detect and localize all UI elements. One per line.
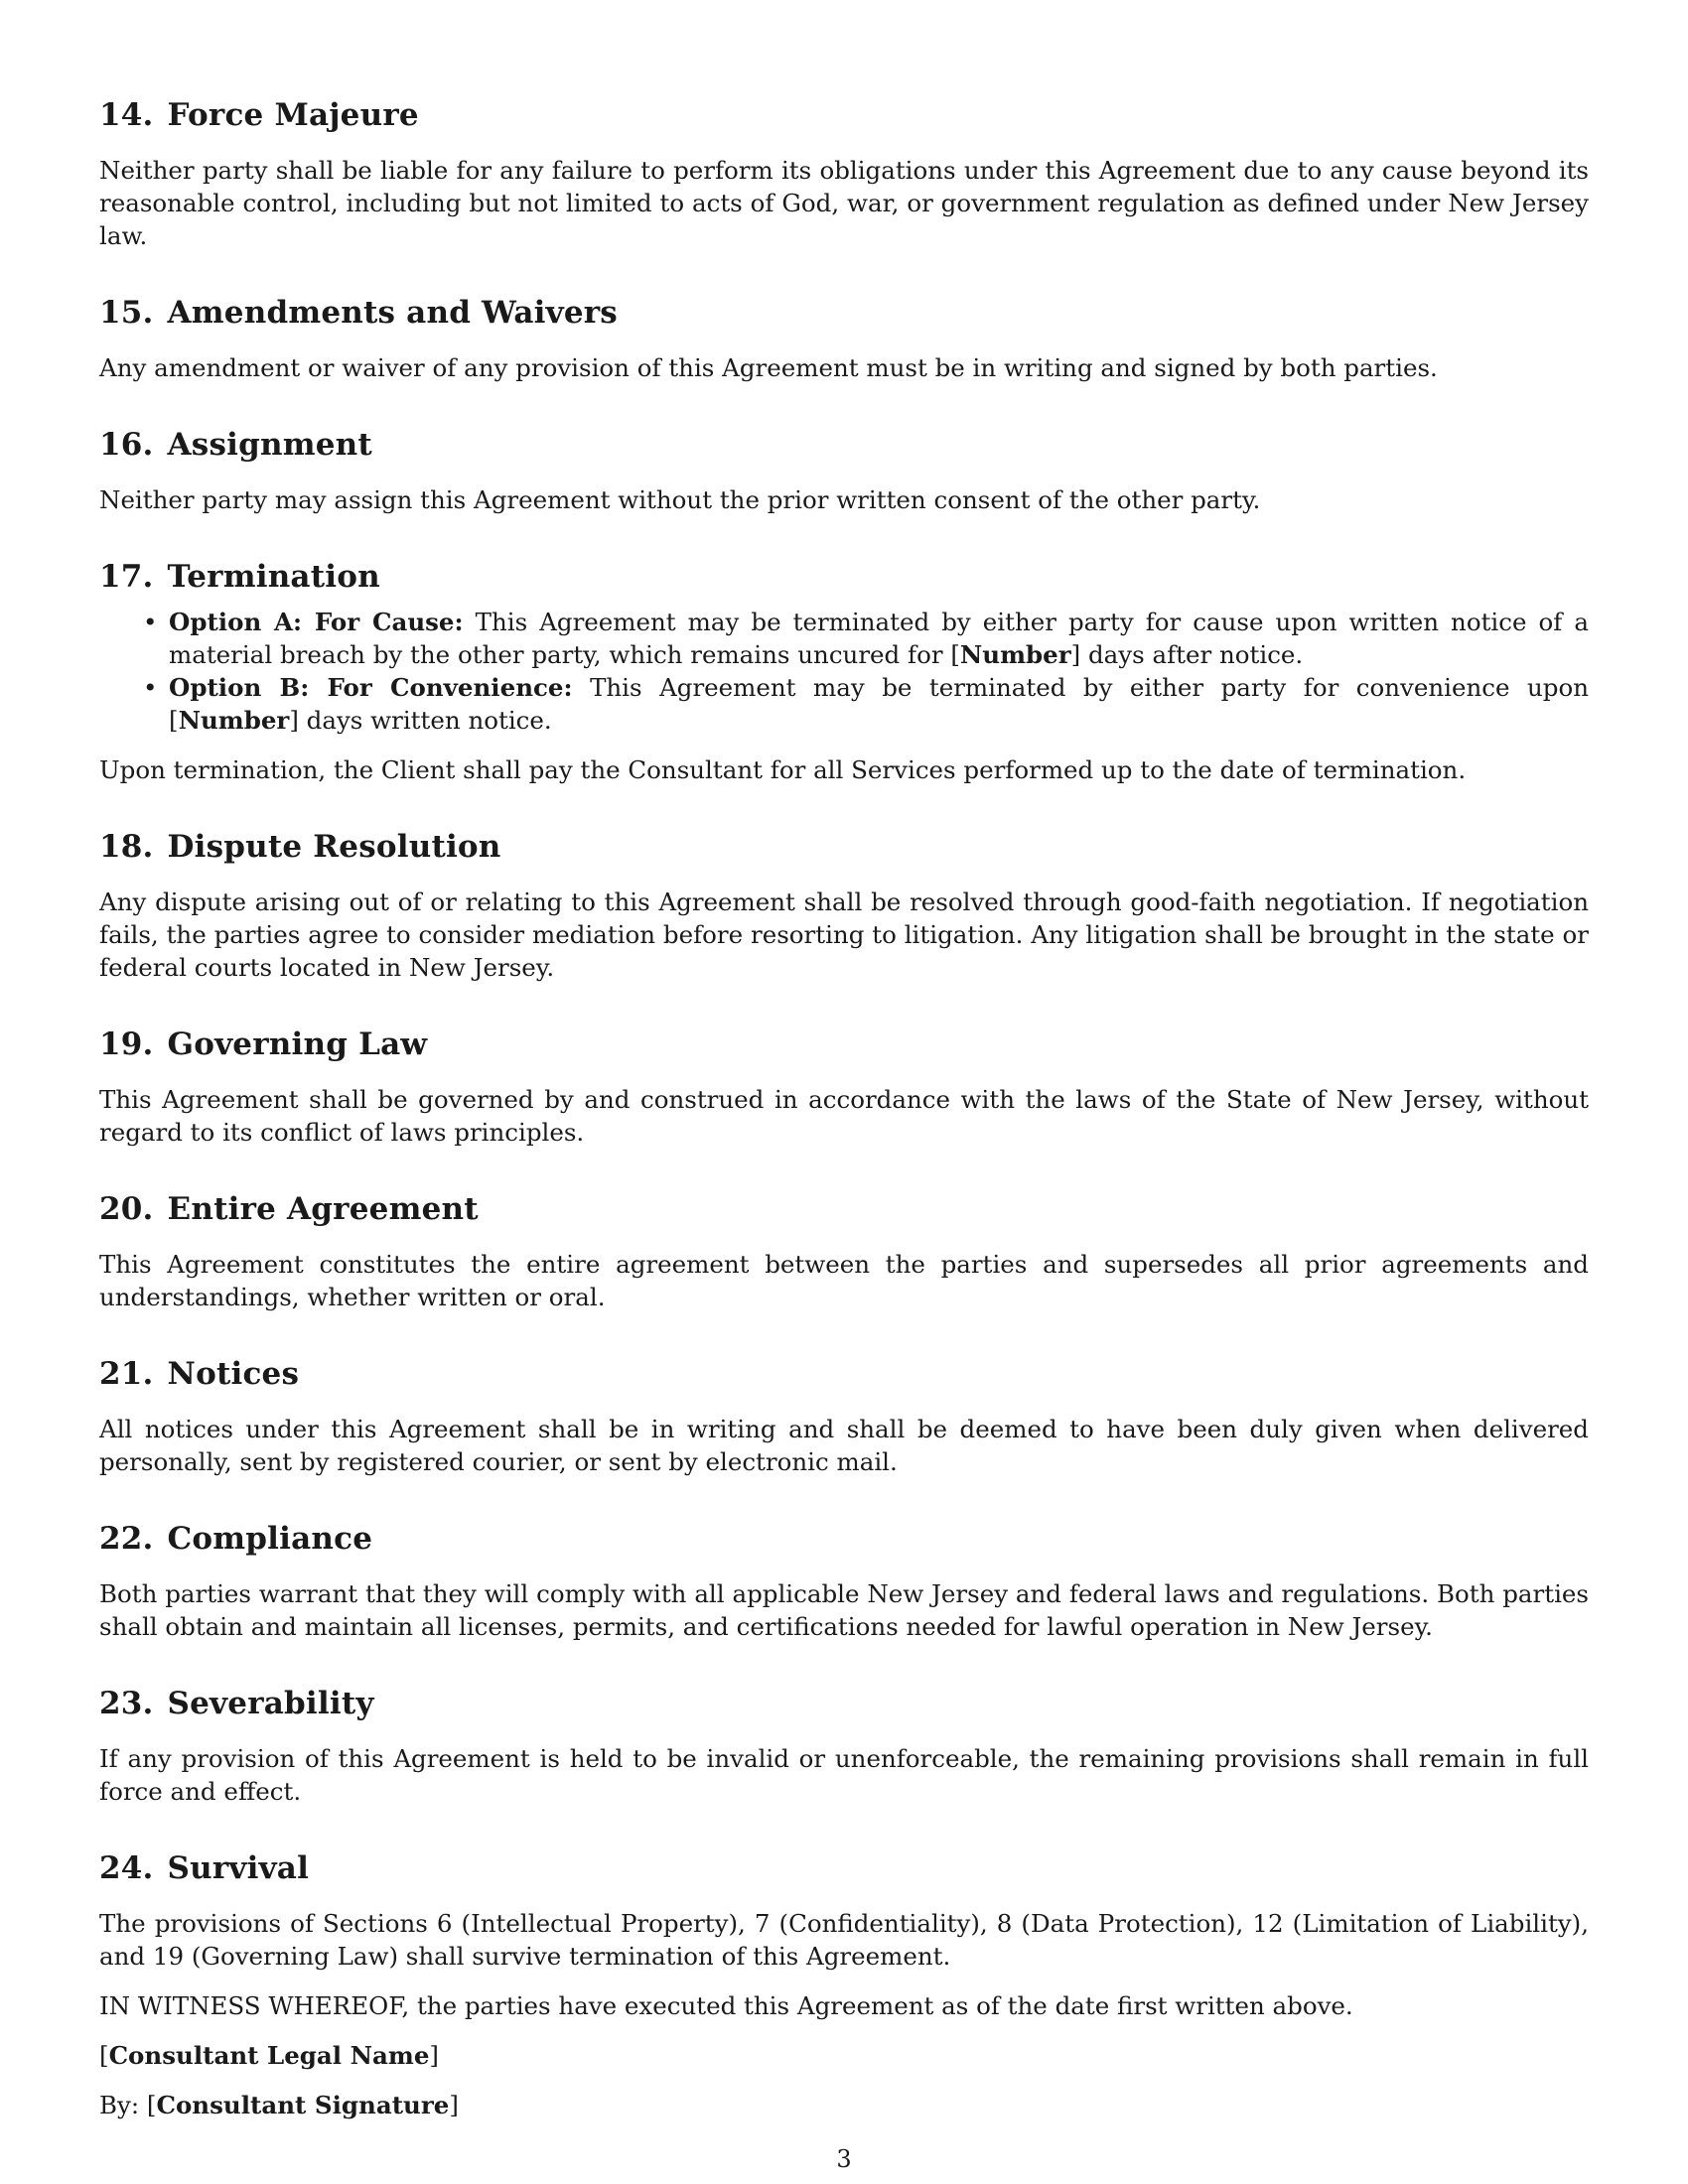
section-number: 17. bbox=[99, 559, 154, 595]
section-compliance bbox=[99, 1519, 1589, 1643]
section-title: Compliance bbox=[167, 1521, 373, 1557]
section-paragraph: Neither party shall be liable for any failure to perform its obligations under this Agreement due to any cause beyond its reasonable control, including but not limited to acts of God, war, or government regulation as defined under New Jersey law. bbox=[99, 156, 1589, 250]
section-dispute-resolution bbox=[99, 827, 1589, 984]
section-title: Governing Law bbox=[167, 1026, 428, 1062]
section-termination bbox=[99, 557, 1589, 786]
section-paragraph: This Agreement constitutes the entire agreement between the parties and supersedes all prior agreements and understandings, whether written or oral. bbox=[99, 1250, 1589, 1311]
section-title: Entire Agreement bbox=[167, 1191, 479, 1227]
section-number: 18. bbox=[99, 829, 154, 865]
section-number: 23. bbox=[99, 1686, 154, 1721]
section-number: 22. bbox=[99, 1521, 154, 1557]
section-heading bbox=[99, 293, 1589, 333]
number-placeholder: Number bbox=[959, 640, 1071, 669]
list-item bbox=[169, 606, 1589, 671]
section-paragraph: Neither party may assign this Agreement without the prior written consent of the other party. bbox=[99, 485, 1261, 514]
section-heading bbox=[99, 557, 1589, 597]
option-text: This Agreement may be terminated by either party for cause upon written notice of a material breach by the other party, which remains uncured for [ bbox=[169, 608, 1589, 669]
section-number: 20. bbox=[99, 1191, 154, 1227]
section-paragraph: Any dispute arising out of or relating to this Agreement shall be resolved through good-faith negotiation. If negotiation fails, the parties agree to consider mediation before resorting to litigation. Any litigation shall be brought in the state or federal courts located in New Jersey. bbox=[99, 887, 1589, 982]
section-heading bbox=[99, 827, 1589, 867]
section-title: Force Majeure bbox=[167, 97, 419, 133]
section-title: Dispute Resolution bbox=[167, 829, 501, 865]
section-number: 19. bbox=[99, 1026, 154, 1062]
list-item bbox=[169, 671, 1589, 737]
option-label: Option A: For Cause: bbox=[169, 608, 464, 636]
number-placeholder: Number bbox=[178, 706, 290, 735]
section-number: 21. bbox=[99, 1356, 154, 1392]
section-paragraph: The provisions of Sections 6 (Intellectual Property), 7 (Confidentiality), 8 (Data Protection), 12 (Limitation of Liability), and 19 (Governing Law) shall survive termination of this Agreement. bbox=[99, 1909, 1589, 1971]
section-title: Severability bbox=[167, 1686, 374, 1721]
section-number: 16. bbox=[99, 427, 154, 463]
section-title: Notices bbox=[167, 1356, 300, 1392]
option-label: Option B: For Convenience: bbox=[169, 673, 573, 702]
section-paragraph: This Agreement shall be governed by and construed in accordance with the laws of the State of New Jersey, without regard to its conflict of laws principles. bbox=[99, 1085, 1589, 1147]
section-heading bbox=[99, 1519, 1589, 1559]
section-title: Amendments and Waivers bbox=[167, 295, 618, 331]
section-survival bbox=[99, 1848, 1589, 1973]
section-paragraph: If any provision of this Agreement is held to be invalid or unenforceable, the remaining provisions shall remain in full force and effect. bbox=[99, 1744, 1589, 1806]
section-number: 24. bbox=[99, 1850, 154, 1886]
section-heading bbox=[99, 1189, 1589, 1229]
consultant-signature-placeholder: Consultant Signature bbox=[156, 2091, 450, 2119]
section-number: 14. bbox=[99, 97, 154, 133]
termination-options-list bbox=[99, 606, 1589, 737]
page-number: 3 bbox=[836, 2145, 852, 2173]
section-title: Assignment bbox=[167, 427, 372, 463]
section-number: 15. bbox=[99, 295, 154, 331]
section-heading bbox=[99, 425, 1589, 465]
section-heading bbox=[99, 1024, 1589, 1064]
section-title: Termination bbox=[167, 559, 380, 595]
consultant-signature-line: By: [Consultant Signature] bbox=[99, 2091, 459, 2119]
witness-block bbox=[99, 1989, 1589, 2121]
section-assignment bbox=[99, 425, 1589, 516]
section-paragraph: Any amendment or waiver of any provision of this Agreement must be in writing and signed by both parties. bbox=[99, 353, 1438, 382]
document-page bbox=[99, 95, 1589, 2138]
option-text: This Agreement may be terminated by either party for convenience upon [ bbox=[169, 673, 1589, 735]
section-severability bbox=[99, 1684, 1589, 1808]
section-heading bbox=[99, 1848, 1589, 1888]
section-heading bbox=[99, 1684, 1589, 1723]
section-heading bbox=[99, 1354, 1589, 1394]
option-text: ] days written notice. bbox=[289, 706, 552, 735]
section-paragraph: Both parties warrant that they will comply with all applicable New Jersey and federal laws and regulations. Both parties shall obtain and maintain all licenses, permits, and certifications needed for lawful operation in New Jersey. bbox=[99, 1579, 1589, 1641]
section-notices bbox=[99, 1354, 1589, 1478]
section-heading bbox=[99, 95, 1589, 135]
section-entire-agreement bbox=[99, 1189, 1589, 1313]
option-text: ] days after notice. bbox=[1070, 640, 1304, 669]
witness-statement: IN WITNESS WHEREOF, the parties have executed this Agreement as of the date first written above. bbox=[99, 1991, 1353, 2020]
section-governing-law bbox=[99, 1024, 1589, 1149]
section-title: Survival bbox=[167, 1850, 310, 1886]
section-force-majeure bbox=[99, 95, 1589, 252]
consultant-name-placeholder: Consultant Legal Name bbox=[108, 2041, 430, 2070]
section-paragraph: All notices under this Agreement shall be in writing and shall be deemed to have been duly given when delivered personally, sent by registered courier, or sent by electronic mail. bbox=[99, 1415, 1589, 1476]
by-label: By: bbox=[99, 2091, 140, 2119]
consultant-name-line: [Consultant Legal Name] bbox=[99, 2041, 439, 2070]
section-paragraph: Upon termination, the Client shall pay the Consultant for all Services performed up to the date of termination. bbox=[99, 755, 1467, 784]
section-amendments-and-waivers bbox=[99, 293, 1589, 384]
